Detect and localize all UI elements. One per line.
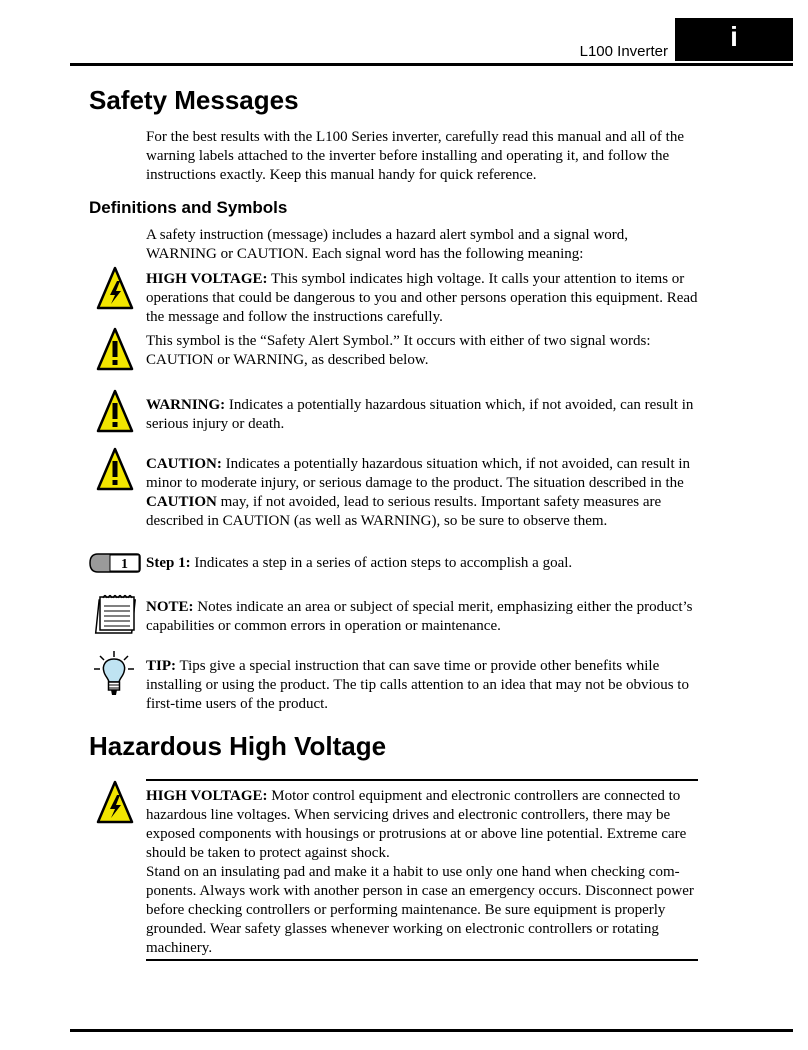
- hazard-text-1: Motor control equipment and electronic controllers are connected to hazardous line voltages. When servicing drives and electronic controllers, there may be exposed components with housings or protrusions at or above line potential. Extreme care should be taken to protect against shock.: [146, 788, 687, 861]
- note-definition: [146, 598, 698, 636]
- note-text: Notes indicate an area or subject of special merit, emphasizing either the product’s capabilities or common errors in operation or maintenance.: [146, 599, 693, 634]
- step-label: Step 1:: [146, 555, 191, 571]
- step-definition: [146, 554, 698, 573]
- tip-label: TIP:: [146, 658, 176, 674]
- caution-text-part1: Indicates a potentially hazardous situation which, if not avoided, can result in minor to moderate injury, or serious damage to the product. The situation described in the: [146, 456, 691, 491]
- warning-icon: [96, 389, 134, 433]
- warning-definition: [146, 396, 698, 434]
- caution-label: CAUTION:: [146, 456, 222, 472]
- hazard-high-voltage-icon: [96, 780, 134, 824]
- caution-text-part2: may, if not avoided, lead to serious results. Important safety measures are described in CAUTION (as well as WARNING), so be sure to observe them.: [146, 494, 662, 529]
- subsection-title-definitions: Definitions and Symbols: [89, 198, 288, 217]
- high-voltage-text: This symbol indicates high voltage. It calls your attention to items or operations that could be dangerous to you and other persons operation this equipment. Read the message and follow the instructions carefully.: [146, 271, 698, 325]
- caution-definition: [146, 455, 698, 531]
- note-label: NOTE:: [146, 599, 194, 615]
- safety-alert-icon: [96, 327, 134, 371]
- tip-definition: [146, 657, 698, 714]
- definitions-intro-paragraph: A safety instruction (message) includes a hazard alert symbol and a signal word, WARNING or CAUTION. Each signal word has the following meaning:: [146, 227, 628, 262]
- section-title-hazardous-high-voltage: Hazardous High Voltage: [89, 731, 387, 761]
- warning-label: WARNING:: [146, 397, 226, 413]
- section-title-safety-messages: Safety Messages: [89, 85, 299, 115]
- caution-inline-bold: CAUTION: [146, 494, 217, 510]
- header-divider: [70, 63, 793, 66]
- safety-alert-definition: This symbol is the “Safety Alert Symbol.” It occurs with either of two signal words: CAUTION or WARNING, as described below.: [146, 333, 651, 368]
- warning-text: Indicates a potentially hazardous situation which, if not avoided, can result in serious injury or death.: [146, 397, 694, 432]
- caution-icon: [96, 447, 134, 491]
- footer-divider: [70, 1029, 793, 1032]
- high-voltage-warning-paragraph-2: Stand on an insulating pad and make it a habit to use only one hand when checking com-ponents. Always work with another person in case an emergency occurs. Disconnect power before checking controllers or performing maintenance. Be sure equipment is properly grounded. Wear safety glasses whenever working on electronic controllers or rotating machinery.: [146, 864, 694, 956]
- tip-lightbulb-icon: [92, 650, 136, 698]
- high-voltage-definition: [146, 270, 698, 327]
- safety-intro-paragraph: For the best results with the L100 Series inverter, carefully read this manual and all of the warning labels attached to the inverter before installing and operating it, and follow the instructions exactly. Keep this manual handy for quick reference.: [146, 129, 684, 183]
- hazard-label: HIGH VOLTAGE:: [146, 788, 268, 804]
- running-header-title: L100 Inverter: [579, 43, 668, 60]
- tip-text: Tips give a special instruction that can save time or provide other benefits while installing or using the product. The tip calls attention to an idea that may not be obvious to first-time users of the product.: [146, 658, 689, 712]
- high-voltage-warning-box: [146, 779, 698, 961]
- step-badge-number: 1: [121, 557, 128, 572]
- high-voltage-icon: [96, 266, 134, 310]
- step-footprint-icon: [88, 552, 142, 574]
- chapter-tab: i: [675, 18, 793, 61]
- note-notepad-icon: [93, 592, 137, 636]
- high-voltage-warning-paragraph-1: [146, 787, 698, 863]
- high-voltage-label: HIGH VOLTAGE:: [146, 271, 268, 287]
- step-text: Indicates a step in a series of action steps to accomplish a goal.: [190, 555, 573, 571]
